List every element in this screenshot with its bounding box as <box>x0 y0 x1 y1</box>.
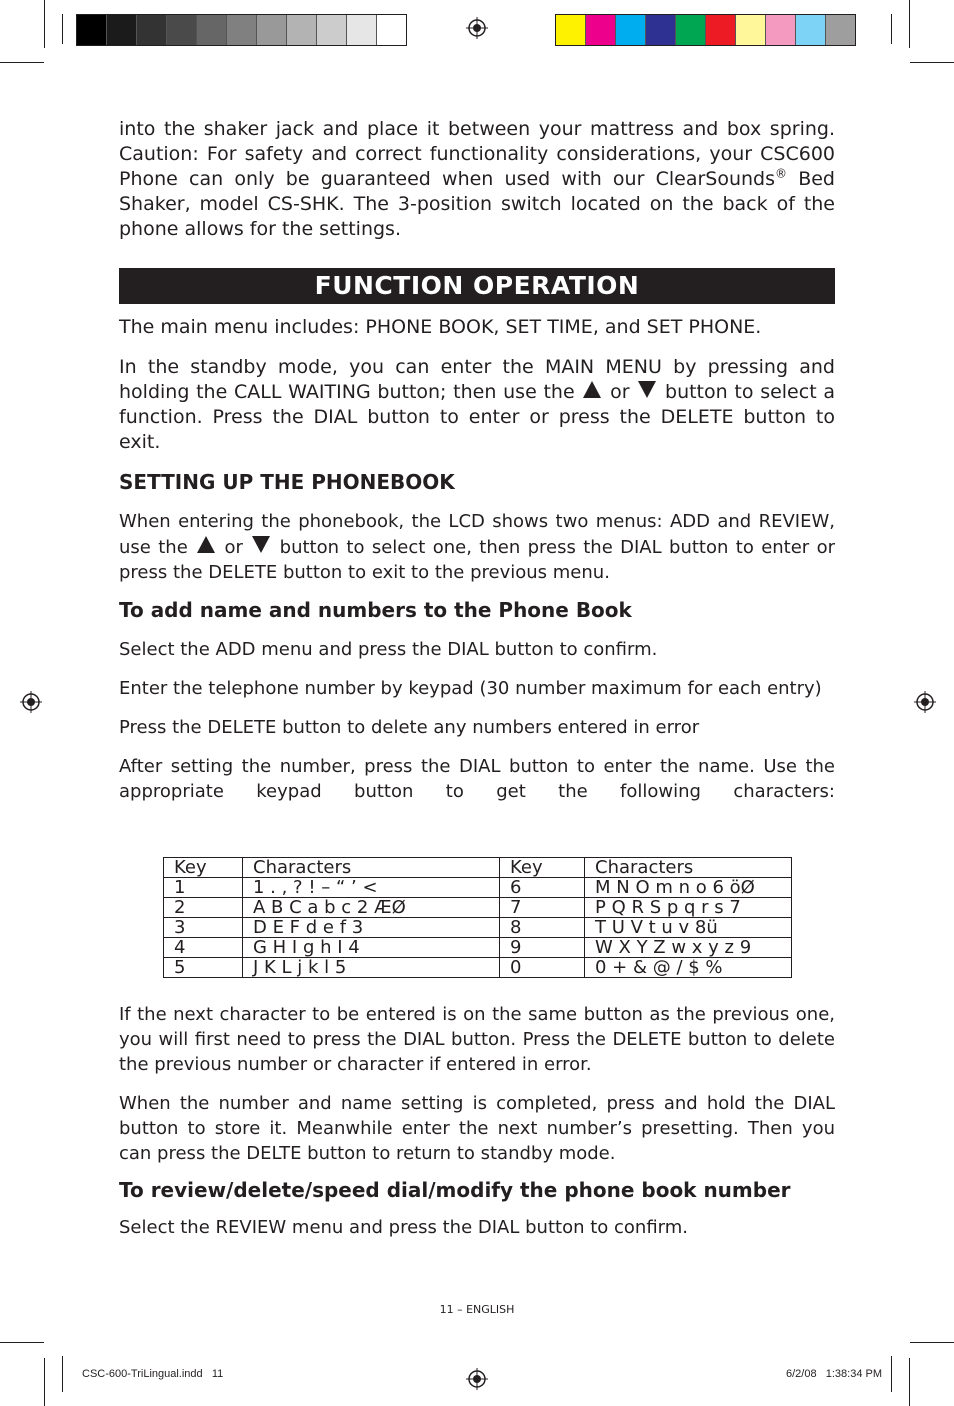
table-row <box>164 898 792 918</box>
table-row <box>164 918 792 938</box>
registration-mark-icon <box>466 17 488 39</box>
table-row <box>164 938 792 958</box>
table-cell: J K L j k l 5 <box>243 958 500 978</box>
crop-mark <box>62 1356 63 1392</box>
color-swatch <box>287 15 317 45</box>
table-cell: A B C a b c 2 ÆØ <box>243 898 500 918</box>
intro-paragraph <box>119 117 835 242</box>
standby-text-cont: button to select a function. Press the DIAL button to enter or press the DELETE button to exit. <box>119 381 836 453</box>
table-cell: 1 . , ? ! – “ ’ < <box>243 878 500 898</box>
color-swatch <box>137 15 167 45</box>
standby-text: In the standby mode, you can enter the MAIN MENU by pressing and holding the CALL WAITING button; then use the <box>119 356 835 403</box>
table-cell: 0 + & @ / $ % <box>585 958 792 978</box>
crop-mark <box>0 1342 44 1343</box>
table-cell: 9 <box>500 938 585 958</box>
crop-mark <box>910 1342 954 1343</box>
crop-mark <box>909 0 910 48</box>
crop-mark <box>891 14 892 44</box>
color-swatch <box>796 15 826 45</box>
phonebook-text-cont: button to select one, then press the DIAL button to enter or press the DELETE button to exit to the previous menu. <box>119 536 835 583</box>
add-step: Enter the telephone number by keypad (30 number maximum for each entry) <box>119 677 822 699</box>
color-swatch <box>826 15 855 45</box>
intro-text-cont: Bed Shaker, model CS-SHK. The 3-position switch located on the back of the phone allows for the settings. <box>119 168 835 240</box>
table-cell: 7 <box>500 898 585 918</box>
table-row <box>164 878 792 898</box>
table-header: Key <box>164 858 243 878</box>
registration-mark-icon <box>914 691 936 713</box>
crop-mark <box>44 1358 45 1406</box>
table-header: Characters <box>243 858 500 878</box>
add-step: Select the ADD menu and press the DIAL button to confirm. <box>119 638 658 660</box>
color-swatch <box>616 15 646 45</box>
color-swatch <box>676 15 706 45</box>
table-row <box>164 958 792 978</box>
review-step: Select the REVIEW menu and press the DIAL button to confirm. <box>119 1217 688 1238</box>
table-cell: M N O m n o 6 öØ <box>585 878 792 898</box>
add-step: After setting the number, press the DIAL button to enter the name. Use the appropriate keypad button to get the following characters: <box>119 755 835 802</box>
table-header-row <box>164 858 792 878</box>
down-arrow-icon <box>252 536 270 553</box>
add-step: Press the DELETE button to delete any numbers entered in error <box>119 716 700 738</box>
table-cell: 1 <box>164 878 243 898</box>
color-swatch <box>646 15 676 45</box>
color-swatch <box>257 15 287 45</box>
color-swatch <box>347 15 377 45</box>
registered-mark: ® <box>775 166 788 181</box>
phonebook-text: When entering the phonebook, the LCD shows two menus: ADD and REVIEW, use the <box>119 511 835 558</box>
table-header: Characters <box>585 858 792 878</box>
registration-mark-icon <box>20 691 42 713</box>
main-menu-text: The main menu includes: PHONE BOOK, SET TIME, and SET PHONE. <box>119 316 762 338</box>
color-swatch <box>167 15 197 45</box>
table-cell: 6 <box>500 878 585 898</box>
standby-paragraph <box>119 355 835 455</box>
color-swatch <box>317 15 347 45</box>
function-section <box>119 315 835 804</box>
table-cell: T U V t u v 8ü <box>585 918 792 938</box>
setup-heading: SETTING UP THE PHONEBOOK <box>119 470 455 494</box>
review-heading: To review/delete/speed dial/modify the phone book number <box>119 1178 791 1202</box>
page-footer: 11 – ENGLISH <box>439 1303 515 1316</box>
section-banner: FUNCTION OPERATION <box>119 268 835 304</box>
keypad-character-table <box>163 857 792 978</box>
color-swatch <box>706 15 736 45</box>
or-text: or <box>217 536 251 558</box>
phonebook-paragraph <box>119 509 835 586</box>
add-heading: To add name and numbers to the Phone Book <box>119 597 632 622</box>
color-swatch <box>227 15 257 45</box>
table-header: Key <box>500 858 585 878</box>
crop-mark <box>910 62 954 63</box>
crop-mark <box>44 0 45 48</box>
up-arrow-icon <box>197 536 215 553</box>
color-swatch <box>556 15 586 45</box>
intro-section <box>119 117 835 242</box>
after-table-section <box>119 1002 835 1240</box>
down-arrow-icon <box>638 381 656 398</box>
table-cell: G H I g h I 4 <box>243 938 500 958</box>
color-swatch <box>586 15 616 45</box>
grayscale-color-bar <box>76 14 407 46</box>
table-cell: P Q R S p q r s 7 <box>585 898 792 918</box>
or-text: or <box>603 381 637 403</box>
color-swatch <box>377 15 406 45</box>
crop-mark <box>62 14 63 44</box>
table-cell: 0 <box>500 958 585 978</box>
crop-mark <box>0 62 44 63</box>
body-paragraph: If the next character to be entered is on the same button as the previous one, you will first need to press the DIAL button. Press the DELETE button to delete the previous number or character if entered in error. <box>119 1004 835 1075</box>
intro-text: into the shaker jack and place it between your mattress and box spring. Caution: For safety and correct functionality considerations, your CSC600 Phone can only be guaranteed when used with our ClearSounds <box>119 118 835 190</box>
up-arrow-icon <box>583 381 601 398</box>
table-cell: 8 <box>500 918 585 938</box>
crop-mark <box>891 1356 892 1392</box>
table-cell: 4 <box>164 938 243 958</box>
process-color-bar <box>555 14 856 46</box>
crop-mark <box>909 1358 910 1406</box>
table-cell: 3 <box>164 918 243 938</box>
table-cell: W X Y Z w x y z 9 <box>585 938 792 958</box>
table-cell: 2 <box>164 898 243 918</box>
table-cell: D E F d e f 3 <box>243 918 500 938</box>
slug-timestamp: 6/2/08 1:38:34 PM <box>785 1368 882 1380</box>
body-paragraph: When the number and name setting is completed, press and hold the DIAL button to store it. Meanwhile enter the next number’s presetting. Then you can press the DELTE button to return to standby mode. <box>119 1093 835 1164</box>
color-swatch <box>766 15 796 45</box>
color-swatch <box>736 15 766 45</box>
color-swatch <box>107 15 137 45</box>
table-cell: 5 <box>164 958 243 978</box>
color-swatch <box>197 15 227 45</box>
color-swatch <box>77 15 107 45</box>
slug-filename: CSC-600-TriLingual.indd 11 <box>82 1368 224 1380</box>
